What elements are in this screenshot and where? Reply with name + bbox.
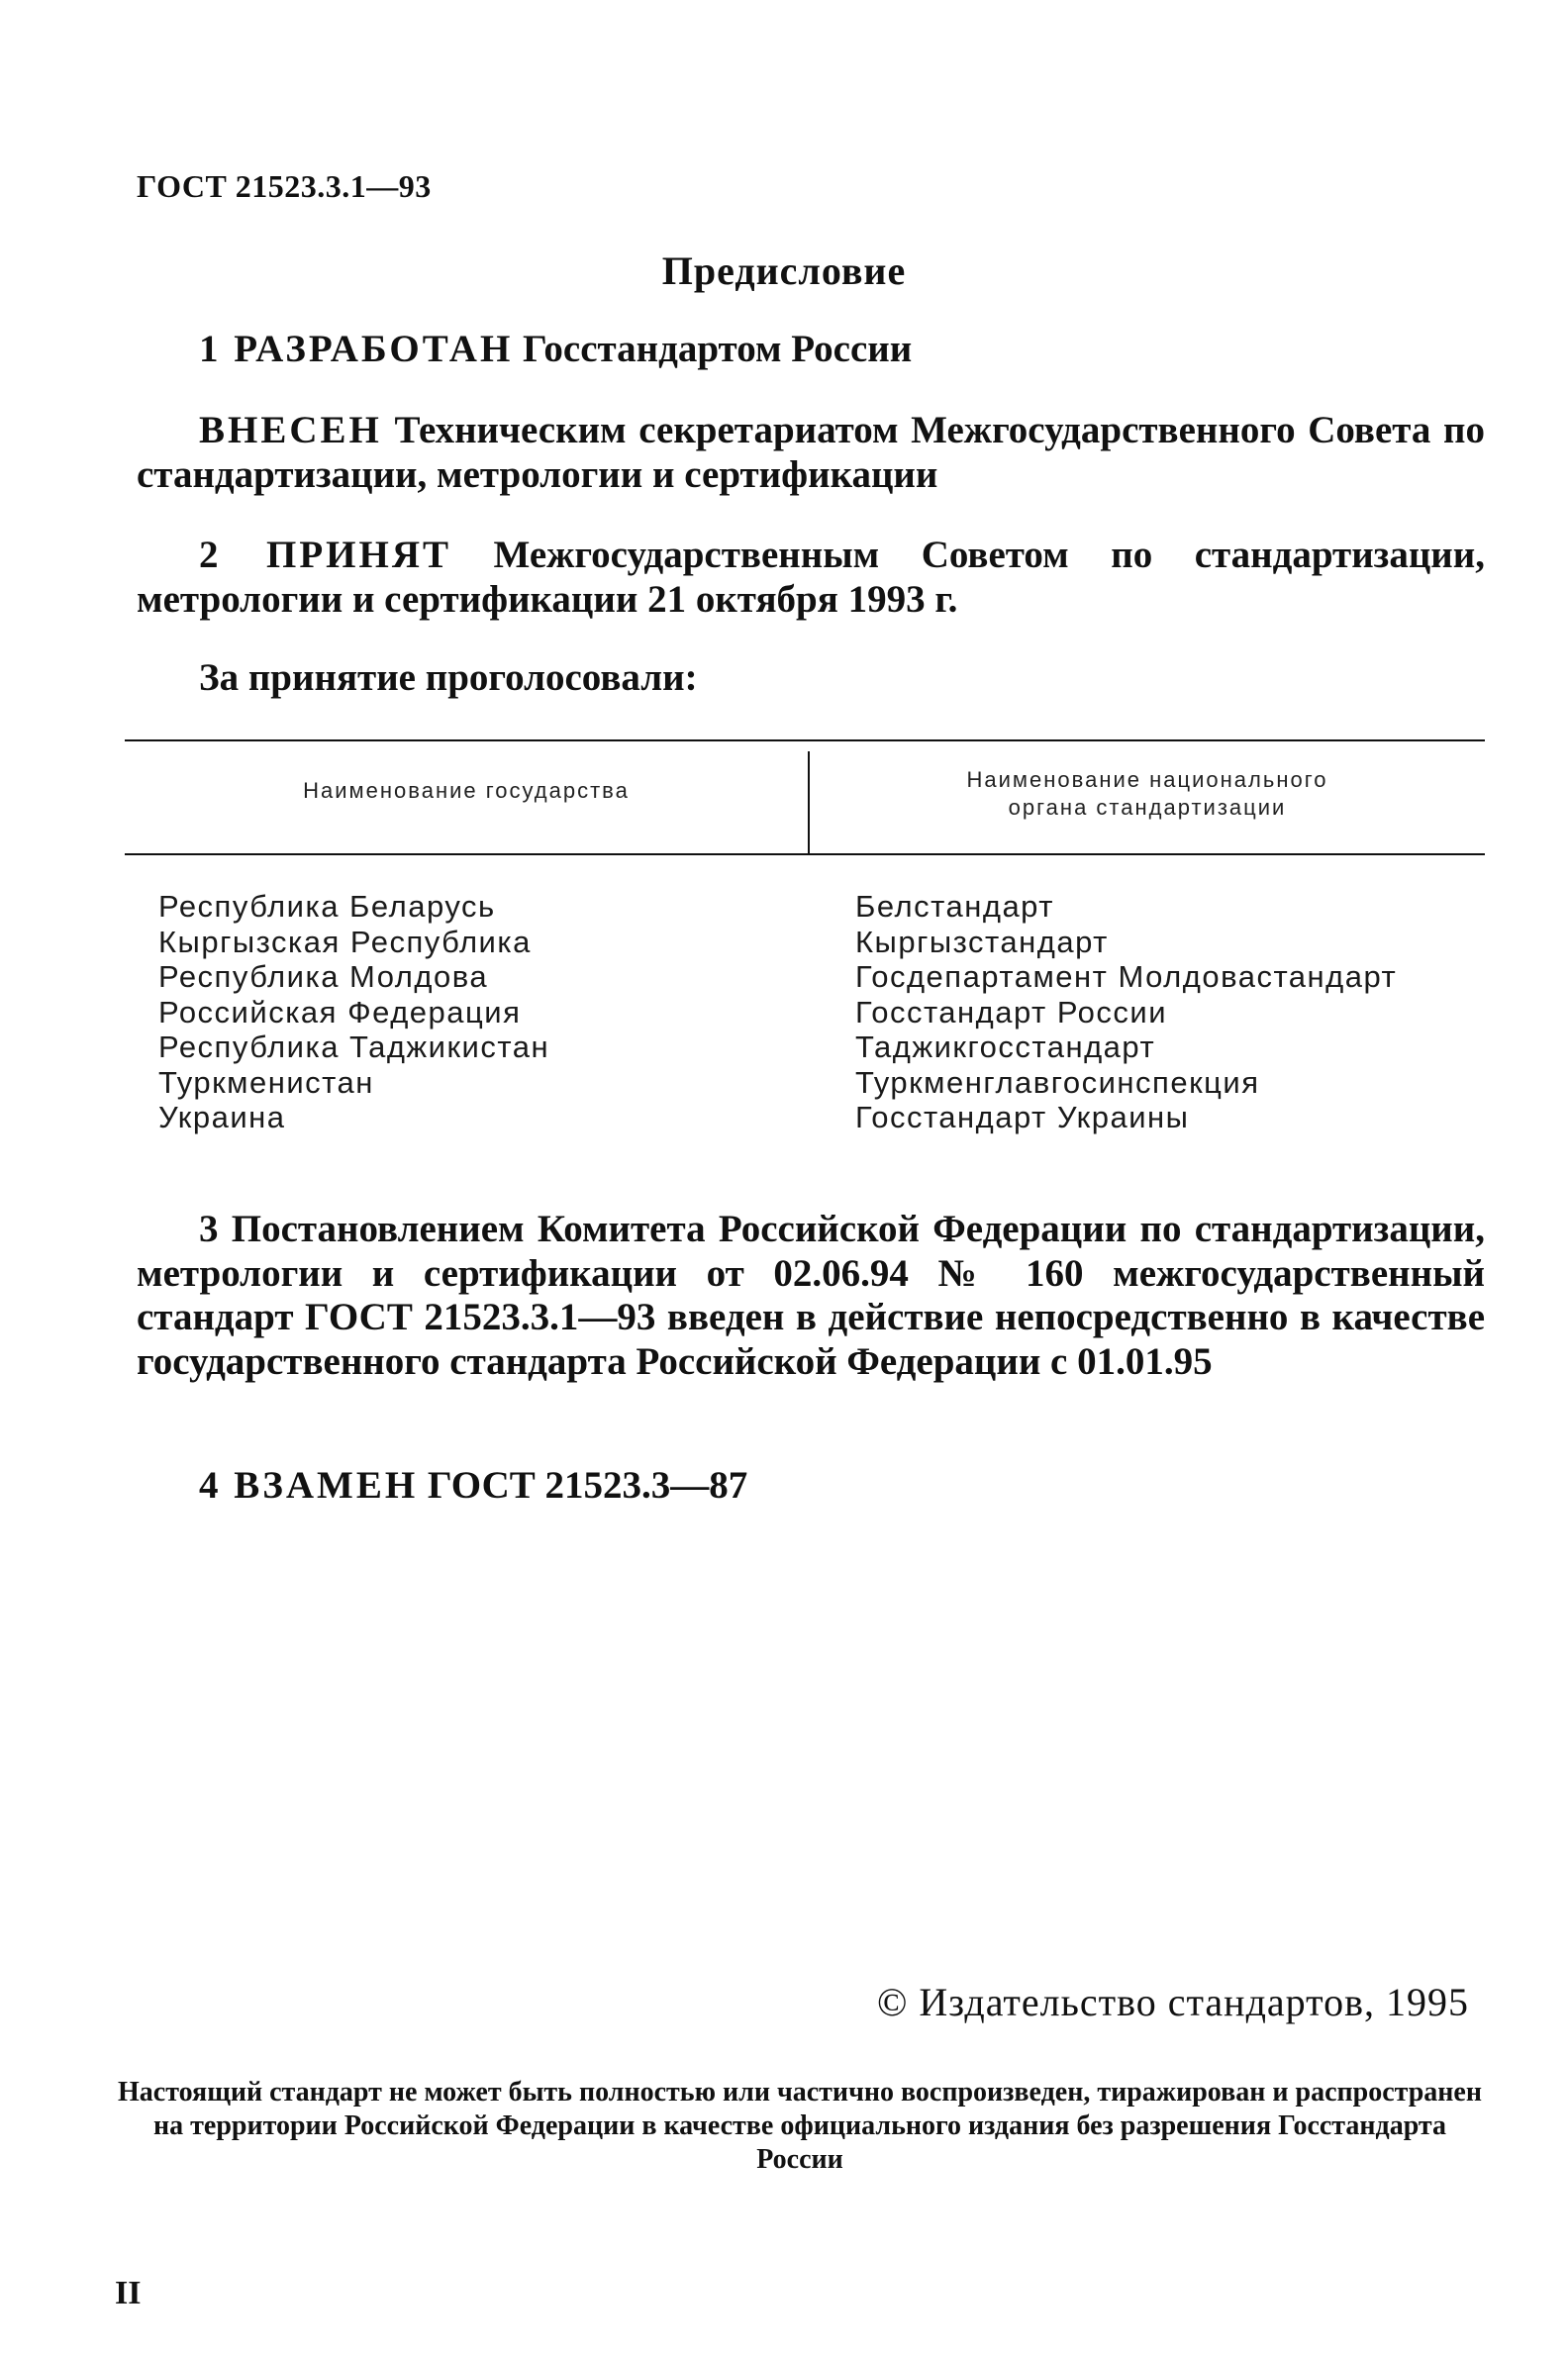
table-cell-state: Республика Беларусь (158, 889, 496, 924)
item-submitted (137, 408, 1485, 497)
item-developed-lead: 1 РАЗРАБОТАН (199, 328, 514, 370)
vote-intro (137, 655, 1485, 700)
gost-code: ГОСТ 21523.3.1—93 (137, 168, 432, 204)
item-submitted-lead: ВНЕСЕН (199, 409, 382, 451)
table-header-rule (125, 853, 1485, 855)
vote-intro-text: За принятие проголосовали: (199, 656, 698, 699)
item-adopted-lead: 2 ПРИНЯТ (199, 534, 452, 576)
item-resolution-text: 3 Постановлением Комитета Российской Федерации по стандартизации, метрологии и сертификации от 02.06.94 № 160 межгосударственный стандарт ГОСТ 21523.3.1—93 введен в действие непосредственно в качестве государственного стандарта Российской Федерации с 01.01.95 (137, 1208, 1485, 1383)
item-resolution (137, 1208, 1485, 1384)
item-replaces-lead: 4 ВЗАМЕН (199, 1464, 419, 1507)
item-replaces (137, 1463, 1485, 1508)
table-cell-body: Кыргызстандарт (855, 924, 1109, 959)
table-top-rule (125, 739, 1485, 741)
table-header-body (810, 766, 1485, 822)
table-cell-body: Белстандарт (855, 889, 1054, 924)
item-submitted-text: Техническим секретариатом Межгосударственного Совета по стандартизации, метрологии и сертификации (137, 409, 1486, 496)
item-developed (137, 327, 1485, 371)
table-cell-state: Республика Таджикистан (158, 1029, 550, 1064)
copyright: © Издательство стандартов, 1995 (876, 1980, 1469, 2024)
reproduction-notice: Настоящий стандарт не может быть полностью или частично воспроизведен, тиражирован и распространен на территории Российской Федерации в качестве официального издания без разрешения Госстандарта России (118, 2077, 1482, 2175)
table-cell-body: Таджикгосстандарт (855, 1029, 1156, 1064)
table-cell-body: Госстандарт России (855, 994, 1168, 1029)
item-adopted (137, 533, 1485, 622)
table-header-body-line2: органа стандартизации (1008, 795, 1287, 820)
table-column-states (158, 889, 549, 1135)
table-cell-state: Украина (158, 1100, 286, 1134)
table-header-state: Наименование государства (303, 778, 630, 803)
table-cell-state: Российская Федерация (158, 994, 522, 1029)
page-number: II (115, 2275, 142, 2311)
table-cell-state: Республика Молдова (158, 959, 489, 994)
table-cell-body: Госдепартамент Молдовастандарт (855, 959, 1398, 994)
table-cell-body: Госстандарт Украины (855, 1100, 1190, 1134)
table-column-bodies (855, 889, 1397, 1135)
item-adopted-text: Межгосударственным Советом по стандартизации, метрологии и сертификации 21 октября 1993 г. (137, 534, 1485, 621)
table-header-body-line1: Наименование национального (966, 767, 1328, 792)
section-title: Предисловие (661, 248, 907, 293)
table-cell-state: Кыргызская Республика (158, 924, 532, 959)
table-cell-body: Туркменглавгосинспекция (855, 1064, 1260, 1100)
item-replaces-text: ГОСТ 21523.3—87 (427, 1464, 748, 1507)
table-cell-state: Туркменистан (158, 1064, 374, 1100)
item-developed-text: Госстандартом России (523, 328, 913, 370)
